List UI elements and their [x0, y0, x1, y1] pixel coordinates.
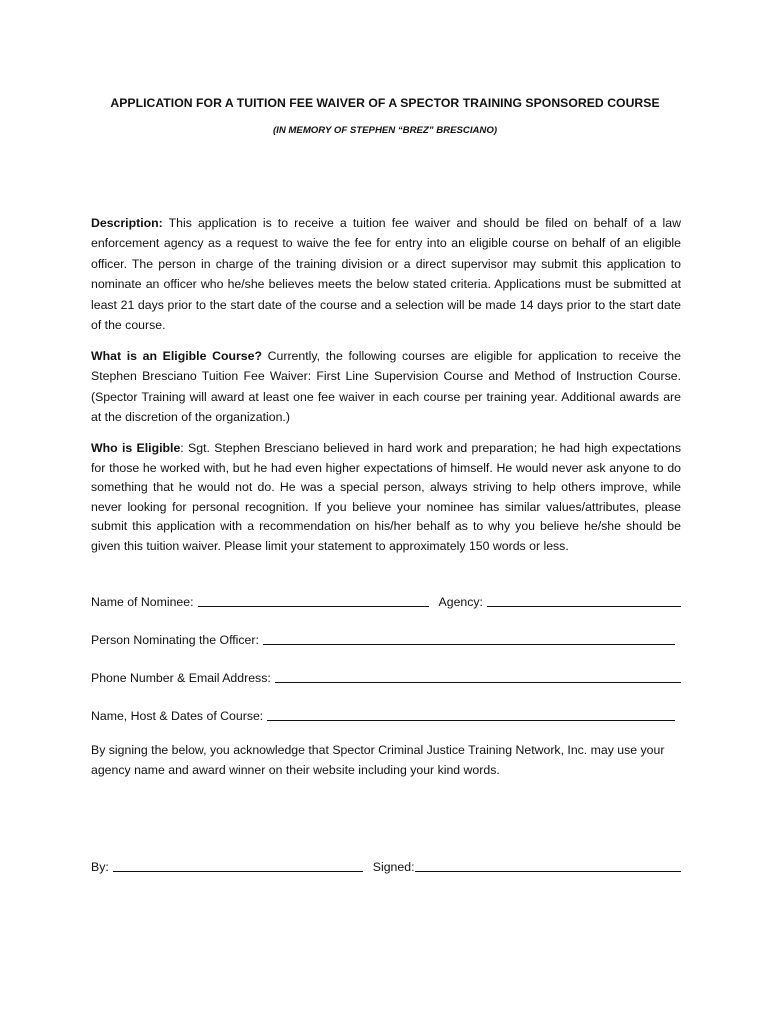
signed-label: Signed:	[372, 860, 415, 874]
phone-email-field[interactable]	[275, 668, 681, 683]
by-field[interactable]	[113, 857, 363, 872]
document-subtitle: (IN MEMORY OF STEPHEN “BREZ” BRESCIANO)	[272, 125, 498, 136]
description-text: This application is to receive a tuition fee waiver and should be filed on behalf of a law enforcement agency as a request to waive the fee for entry into an eligible course on behalf of an eligible officer. The person in charge of the training division or a direct supervisor may submit this application to nominate an officer who he/she believes meets the below stated criteria. Applications must be submitted at least 21 days prior to the start date of the course and a selection will be made 14 days prior to the start date of the course.	[91, 216, 681, 333]
course-row	[91, 704, 681, 724]
who-eligible-label: Who is Eligible	[91, 441, 181, 455]
nominee-label: Name of Nominee:	[91, 595, 194, 609]
agency-label: Agency:	[438, 595, 483, 609]
course-field[interactable]	[267, 706, 675, 721]
by-label: By:	[91, 860, 109, 874]
agency-field[interactable]	[487, 592, 681, 607]
nominee-field[interactable]	[198, 592, 429, 607]
acknowledgement-paragraph: By signing the below, you acknowledge that Spector Criminal Justice Training Network, Inc. may use your agency name and award winner on their website including your kind words.	[91, 743, 665, 778]
description-label: Description:	[91, 216, 163, 230]
course-label: Name, Host & Dates of Course:	[91, 709, 264, 723]
who-eligible-text: : Sgt. Stephen Bresciano believed in hard work and preparation; he had high expectations for those he worked with, but he had even higher expectations of himself. He would never ask anyone to do something that he would not do. He was a special person, always striving to help others improve, while never looking for personal recognition. If you believe your nominee has similar values/attributes, please submit this application with a recommendation on his/her behalf as to why you believe he/she should be given this tuition waiver. Please limit your statement to approximately 150 words or less.	[91, 441, 681, 553]
phone-email-label: Phone Number & Email Address:	[91, 671, 271, 685]
nominating-field[interactable]	[263, 630, 675, 645]
who-eligible-paragraph	[91, 439, 681, 557]
description-paragraph	[91, 213, 681, 335]
signed-field[interactable]	[415, 857, 682, 872]
document-title: APPLICATION FOR A TUITION FEE WAIVER OF A SPECTOR TRAINING SPONSORED COURSE	[110, 96, 660, 110]
nominee-agency-row	[91, 590, 681, 610]
signature-row	[91, 855, 681, 875]
eligible-course-text: Currently, the following courses are eligible for application to receive the Stephen Bresciano Tuition Fee Waiver: First Line Supervision Course and Method of Instruction Course. (Spector Training will award at least one fee waiver in each course per training year. Additional awards are at the discretion of the organization.)	[91, 349, 681, 425]
nominating-label: Person Nominating the Officer:	[91, 633, 259, 647]
phone-email-row	[91, 666, 681, 686]
eligible-course-label: What is an Eligible Course?	[91, 349, 262, 363]
eligible-course-paragraph	[91, 346, 681, 428]
nominating-row	[91, 628, 681, 648]
